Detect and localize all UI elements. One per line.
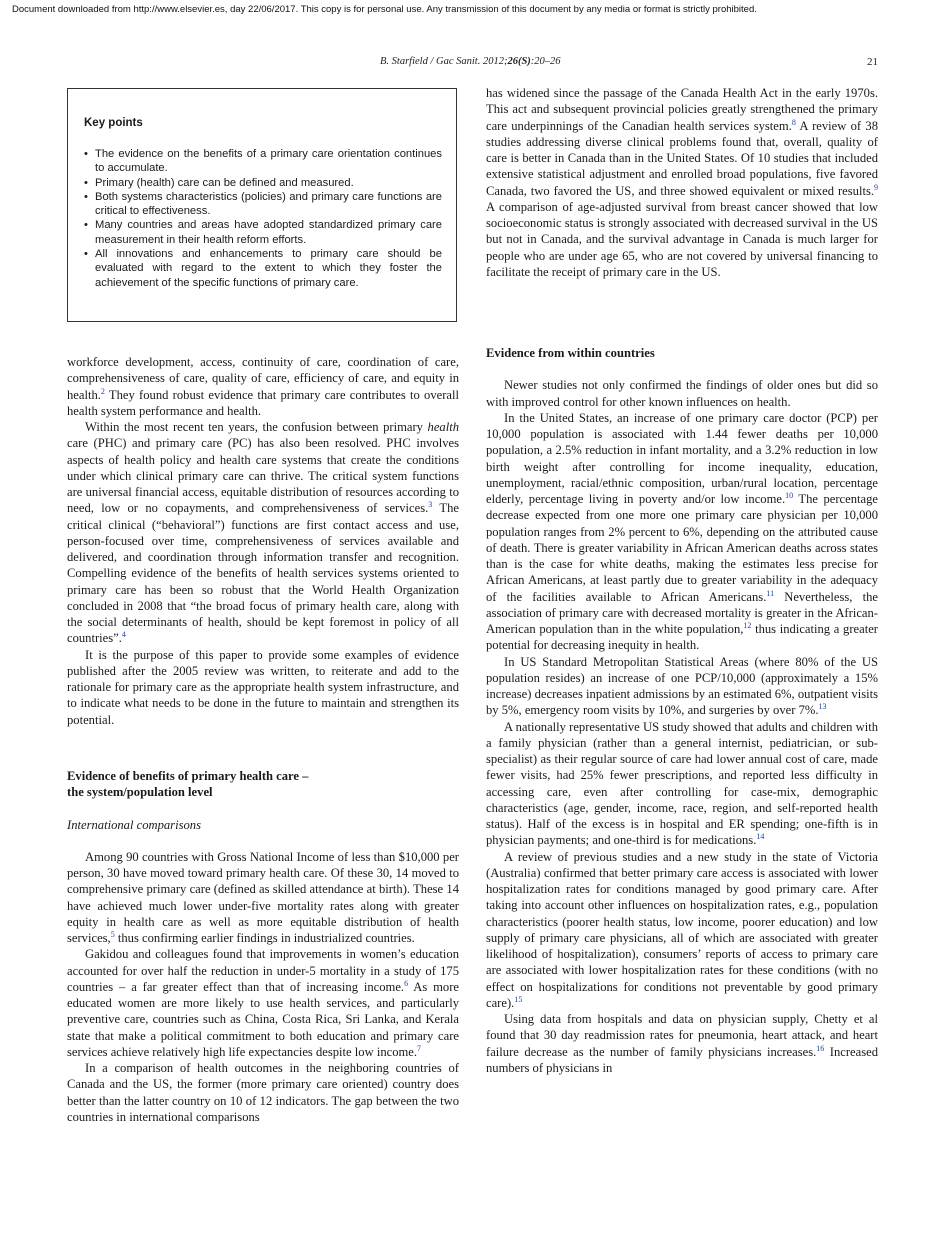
reference-link[interactable]: 11 [766, 588, 775, 598]
paragraph: Within the most recent ten years, the confusion between primary health care (PHC) and primary care (PC) has also been resolved. PHC involves aspects of health policy and health care systems that create the conditions under which clinical primary care can thrive. The critical system functions are universal financial access, equitable distribution of resources according to need, low or no copayments, and comprehensiveness of services.$^3$ The critical clinical (“behavioral”) functions are first contact access and use, person-focused over time, comprehensiveness of services available and delivered, and coordination through information transfer and recognition. Compelling evidence of the benefits of health services systems oriented to primary care has been so robust that the World Health Organization concluded in 2008 that “the broad focus of primary health care, along with the social determinants of health, should be kept foremost in policy of all countries”.$^4$ [67, 420, 459, 646]
reference-link[interactable]: 7 [417, 1043, 422, 1053]
reference-link[interactable]: 5 [110, 929, 115, 939]
running-head-pages: :20–26 [530, 56, 561, 67]
paragraph: has widened since the passage of the Canada Health Act in the early 1970s. This act and subsequent provincial policies greatly strengthened the primary care underpinnings of the Canadian health services system.$^8$ A review of 38 studies addressing diverse clinical problems found that, overall, quality of care is better in Canada than in the United States. Of 10 studies that included extensive statistical adjustment and enrolled broad populations, five favored Canada, two favored the US, and three showed equivalent or mixed results.$^9$ A comparison of age-adjusted survival from breast cancer showed that low socioeconomic status is strongly associated with decreased survival in the US but not in Canada, and the survival advantage in Canada is much larger for people who are under age 65, who are not covered by universal financing to facilitate the receipt of primary care in the US. [486, 86, 878, 279]
paragraph: Gakidou and colleagues found that improvements in women’s education accounted for over half the reduction in under-5 mortality in a study of 175 countries – a far greater effect than that of increasing income.$^6$ As more educated women are more likely to use health services, and particularly preventive care, countries such as China, Costa Rica, Sri Lanka, and Kerala state that make a political commitment to both education and primary care services achieve relatively high life expectancies despite low income.$^7$ [67, 947, 459, 1059]
paragraph: Newer studies not only confirmed the findings of older ones but did so with improved control for other known influences on health. [486, 378, 878, 409]
reference-link[interactable]: 15 [514, 994, 523, 1004]
download-banner: Document downloaded from http://www.elsevier.es, day 22/06/2017. This copy is for personal use. Any transmission of this document by any media or format is strictly prohibited. [12, 4, 757, 15]
reference-link[interactable]: 9 [874, 182, 878, 192]
reference-link[interactable]: 8 [791, 117, 796, 127]
section-heading: Evidence from within countries [486, 346, 655, 360]
key-point-item: • The evidence on the benefits of a primary care orientation continues to accumulate. [84, 147, 442, 176]
key-points-title: Key points [84, 117, 143, 129]
running-head [380, 56, 561, 67]
reference-link[interactable]: 4 [121, 630, 126, 640]
section-heading: Evidence of benefits of primary health care – the system/population level [67, 769, 309, 800]
left-column [67, 354, 459, 728]
paragraph: In US Standard Metropolitan Statistical Areas (where 80% of the US population resides) an increase of one PCP/10,000 (approximately a 15% increase) decreases inpatient admissions by an estimated 6%, outpatient visits by 5%, emergency room visits by 10%, and surgeries by over 7%.$^{13}$ [486, 654, 878, 718]
key-point-item: • Many countries and areas have adopted standardized primary care measurement in their health reform efforts. [84, 218, 442, 247]
key-point-item: • Both systems characteristics (policies) and primary care functions are critical to effectiveness. [84, 190, 442, 219]
paragraph: workforce development, access, continuity of care, coordination of care, comprehensiveness of care, quality of care, efficiency of care, and equity in health.$^2$ They found robust evidence that primary care contributes to overall health system performance and health. [67, 355, 459, 418]
key-point-item: • Primary (health) care can be defined and measured. [84, 176, 442, 190]
reference-link[interactable]: 3 [428, 500, 433, 510]
key-points-list [84, 147, 442, 290]
running-head-volume: 26(S) [507, 56, 531, 67]
paragraph: Among 90 countries with Gross National Income of less than $10,000 per person, 30 have moved toward primary health care. Of these 30, 14 moved to comprehensive primary care (defined as skilled attendance at birth). These 14 have achieved much lower under-five mortality rates along with greater equity in health care as well as more equitable distribution of health services,$^5$ thus confirming earlier findings in industrialized countries. [67, 849, 459, 945]
paragraph: It is the purpose of this paper to provide some examples of evidence published after the 2005 review was written, to reiterate and add to the rationale for primary care as the appropriate health system infrastructure, and to indicate what needs to be done in the future to maintain and strengthen its potential. [67, 647, 459, 727]
reference-link[interactable]: 12 [743, 620, 752, 630]
reference-link[interactable]: 2 [100, 386, 105, 396]
right-column-lower [486, 345, 878, 1076]
reference-link[interactable]: 6 [404, 978, 409, 988]
page-number: 21 [867, 56, 878, 68]
paragraph: A nationally representative US study showed that adults and children with a family physician (rather than a general internist, pediatrician, or sub-specialist) as their regular source of care had lower annual cost of care, made fewer visits, had 25% fewer prescriptions, and reported less difficulty in accessing care, even after controlling for case-mix, demographic characteristics (age, gender, income, race, region, and self-reported health status). Half of the excess is in hospital and ER spending; one-fifth is in physician payments; and one-third is for medications.$^{14}$ [486, 719, 878, 848]
running-head-pre: B. Starfield / Gac Sanit. 2012; [380, 56, 508, 67]
paragraph: In the United States, an increase of one primary care doctor (PCP) per 10,000 population is associated with 1.44 fewer deaths per 10,000 population, a 2.5% reduction in infant mortality, and a 3.2% reduction in low birth weight after controlling for income inequality, education, unemployment, racial/ethnic composition, urban/rural location, percentage elderly, percentage living in poverty and/or low income.$^{10}$ The percentage decrease expected from one more one primary care physician per 10,000 population ranges from 2% percent to 6%, depending on the attributed cause of death. There is greater variability in African American deaths across states than is the case for white deaths, making the estimates less precise for African Americans, at least partly due to greater variability in the adequacy of the facilities available to African Americans.$^{11}$ Nevertheless, the association of primary care with decreased mortality is greater in the African-American population than in the white population,$^{12}$ thus indicating a greater potential for decreasing inequity in health. [486, 410, 879, 653]
paragraph: In a comparison of health outcomes in the neighboring countries of Canada and the US, the former (more primary care oriented) country does better than the latter country on 10 of 12 indicators. The gap between the two countries in international comparisons [67, 1061, 459, 1124]
reference-link[interactable]: 10 [785, 490, 794, 500]
key-point-item: • All innovations and enhancements to primary care should be evaluated with regard to the extent to which they foster the achievement of the specific functions of primary care. [84, 247, 442, 290]
right-column [486, 85, 878, 280]
paragraph: Using data from hospitals and data on physician supply, Chetty et al found that 30 day readmission rates for pneumonia, heart attack, and heart failure decrease as the number of family physicians increases.$^{16}$ Increased numbers of physicians in [486, 1012, 878, 1075]
key-points-box [67, 88, 457, 322]
left-column-lower [67, 768, 459, 1125]
subsection-heading: International comparisons [67, 817, 201, 832]
reference-link[interactable]: 16 [816, 1043, 825, 1053]
reference-link[interactable]: 14 [756, 832, 765, 842]
paragraph: A review of previous studies and a new study in the state of Victoria (Australia) confirmed that better primary care access is associated with lower hospitalization rates for conditions managed by good primary care. After taking into account other influences on hospitalization rates, e.g., population characteristics (poorer health status, low income, poorer education) and low supply of primary care physicians, all of which are associated with greater likelihood of hospitalization), consumers’ reports of access to primary care are associated with lower hospitalization rates for these conditions (with no effect on hospitalizations for conditions not preventable by good primary care).$^{15}$ [486, 849, 878, 1010]
reference-link[interactable]: 13 [818, 702, 827, 712]
